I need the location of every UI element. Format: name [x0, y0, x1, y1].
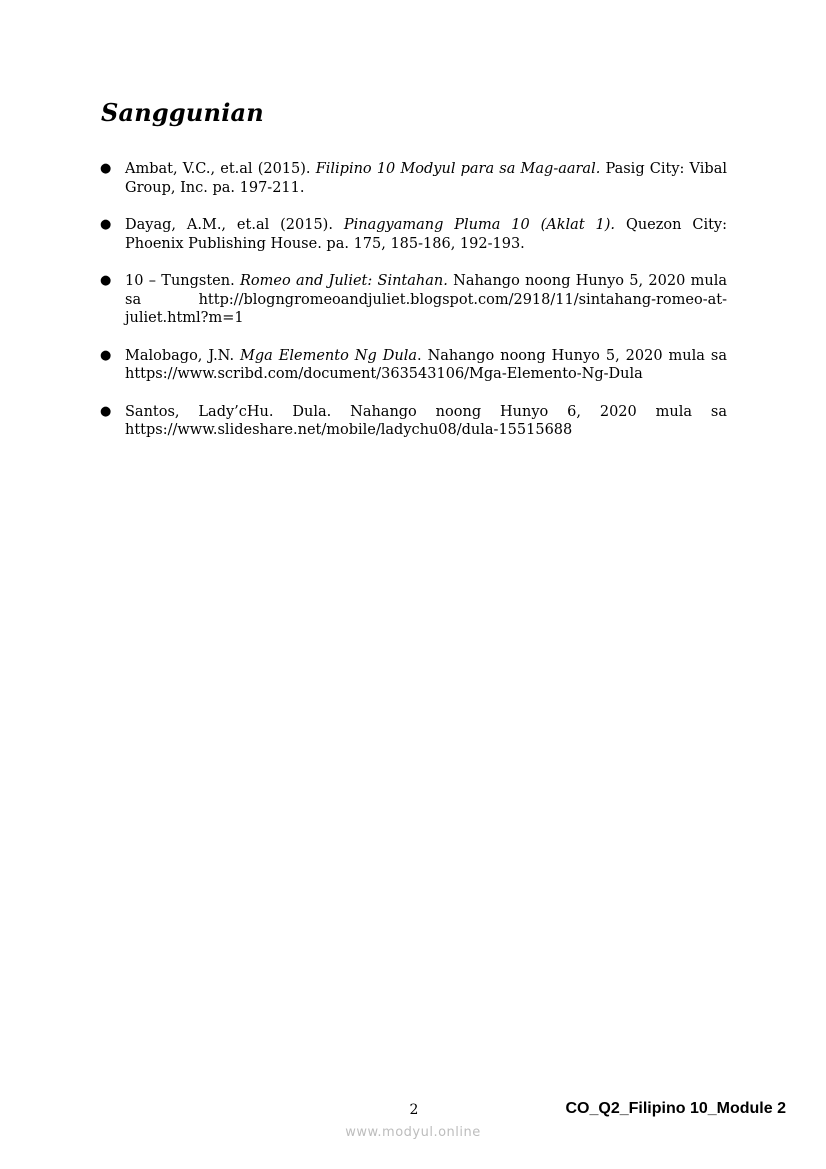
reference-author: Malobago, J.N. [125, 347, 241, 364]
reference-author: Santos, Lady’cHu. Dula. Nahango noong Hunyo 6, 2020 mula sa https://www.slideshare.net/mobile/ladychu08/dula-15515688 [125, 403, 727, 438]
bullet-icon: ● [100, 273, 112, 288]
reference-list [100, 160, 727, 459]
bullet-icon: ● [100, 217, 112, 232]
reference-source: Pasig City: Vibal Group, Inc. pa. 197-211. [125, 161, 727, 196]
reference-source: Quezon City: Phoenix Publishing House. pa. 175, 185-186, 192-193. [125, 217, 727, 252]
reference-item [100, 272, 727, 328]
reference-item [100, 403, 727, 440]
bullet-icon: ● [100, 161, 112, 176]
reference-title: Pinagyamang Pluma 10 (Aklat 1). [343, 217, 616, 233]
reference-title: Mga Elemento Ng Dula [240, 347, 417, 364]
watermark: www.modyul.online [345, 1125, 481, 1140]
bullet-icon: ● [100, 403, 112, 419]
bullet-icon: ● [100, 347, 112, 363]
reference-author: Dayag, A.M., et.al (2015). [125, 217, 344, 233]
reference-item [100, 347, 727, 384]
page-number: 2 [409, 1102, 419, 1118]
reference-source: Nahango noong Hunyo 5, 2020 mula sa http://blogngromeoandjuliet.blogspot.com/2918/11/sintahang-romeo-at-juliet.html?m=1 [125, 273, 727, 326]
page-title: Sanggunian [101, 98, 264, 127]
reference-item [100, 160, 727, 197]
reference-title: Filipino 10 Modyul para sa Mag-aaral. [315, 161, 601, 177]
module-code: CO_Q2_Filipino 10_Module 2 [565, 1100, 786, 1117]
reference-author: 10 – Tungsten. [125, 273, 240, 289]
reference-item [100, 216, 727, 253]
reference-title: Romeo and Juliet: Sintahan. [239, 273, 448, 289]
reference-source: . Nahango noong Hunyo 5, 2020 mula sa https://www.scribd.com/document/363543106/Mga-Elemento-Ng-Dula [125, 347, 727, 382]
reference-author: Ambat, V.C., et.al (2015). [125, 161, 316, 177]
